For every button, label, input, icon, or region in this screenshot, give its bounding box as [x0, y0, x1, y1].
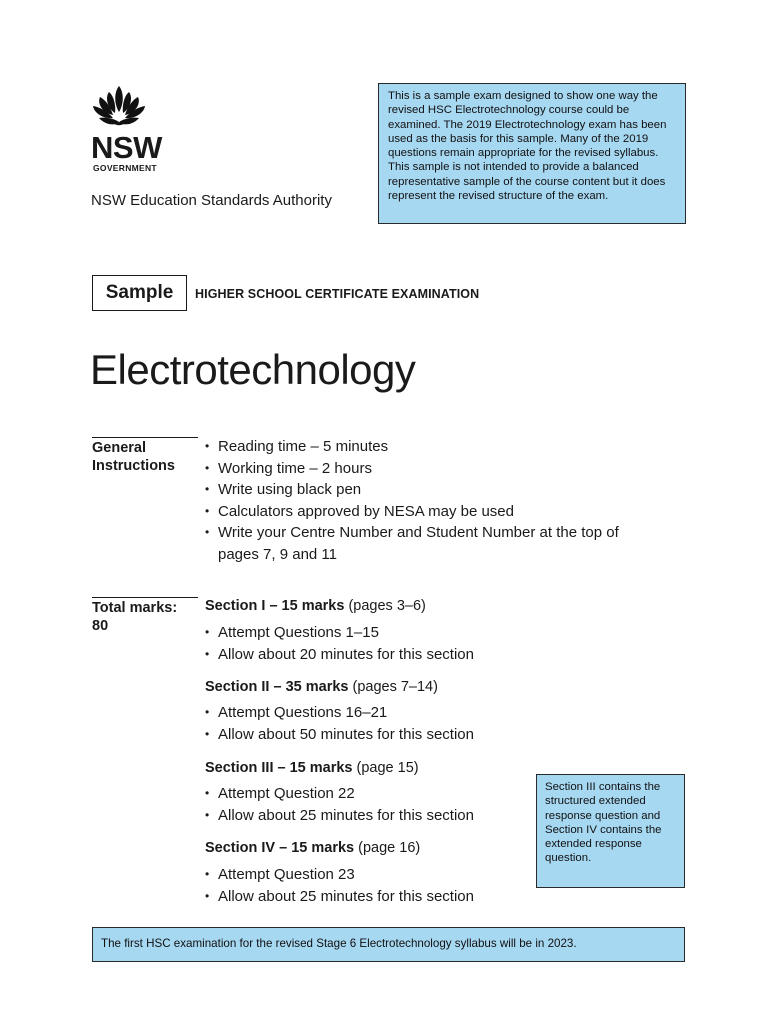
- divider-total-marks: [92, 597, 198, 598]
- exam-type: HIGHER SCHOOL CERTIFICATE EXAMINATION: [195, 287, 480, 301]
- page-title: Electrotechnology: [90, 346, 416, 393]
- list-item: • Reading time – 5 minutes: [205, 436, 665, 458]
- list-item: • Attempt Questions 1–15: [205, 622, 525, 644]
- nsw-government-logo: [91, 82, 181, 174]
- authority-name: NSW Education Standards Authority: [91, 192, 332, 209]
- government-wordmark: GOVERNMENT: [93, 163, 157, 173]
- section-1-list: [205, 622, 525, 665]
- general-instructions-list: [205, 436, 665, 565]
- first-exam-note: The first HSC examination for the revised Stage 6 Electrotechnology syllabus will be in 2023.: [92, 927, 685, 962]
- list-item: • Attempt Question 23: [205, 864, 525, 886]
- section-4-list: [205, 864, 525, 907]
- total-marks-label: Total marks: 80: [92, 600, 178, 634]
- waratah-flower-icon: [91, 82, 147, 130]
- list-item: • Write using black pen: [205, 479, 665, 501]
- section-4-heading: Section IV – 15 marks (page 16): [205, 840, 421, 856]
- sample-exam-note: This is a sample exam designed to show one way the revised HSC Electrotechnology course could be examined. The 2019 Electrotechnology exam has been used as the basis for this sample. Many of the 2019 questions remain appropriate for the revised syllabus. This sample is not intended to provide a balanced representative sample of the course content but it does represent the revised structure of the exam.: [378, 83, 686, 224]
- list-item: • Write your Centre Number and Student Number at the top of pages 7, 9 and 11: [205, 522, 658, 565]
- general-instructions-label: General Instructions: [92, 440, 175, 474]
- section-3-heading: Section III – 15 marks (page 15): [205, 760, 419, 776]
- list-item: • Allow about 20 minutes for this section: [205, 644, 525, 666]
- section-1-heading: Section I – 15 marks (pages 3–6): [205, 598, 426, 614]
- section-3-list: [205, 783, 525, 826]
- list-item: • Allow about 25 minutes for this section: [205, 886, 525, 908]
- list-item: • Allow about 50 minutes for this section: [205, 724, 525, 746]
- section-2-list: [205, 702, 525, 745]
- list-item: • Working time – 2 hours: [205, 458, 665, 480]
- list-item: • Attempt Questions 16–21: [205, 702, 525, 724]
- sample-label: Sample: [92, 275, 187, 311]
- list-item: • Calculators approved by NESA may be used: [205, 501, 665, 523]
- list-item: • Attempt Question 22: [205, 783, 525, 805]
- divider-general: [92, 437, 198, 438]
- section-structure-note: Section III contains the structured extended response question and Section IV contains the extended response question.: [536, 774, 685, 888]
- list-item: • Allow about 25 minutes for this section: [205, 805, 525, 827]
- nsw-wordmark: NSW: [91, 130, 162, 165]
- section-2-heading: Section II – 35 marks (pages 7–14): [205, 679, 438, 695]
